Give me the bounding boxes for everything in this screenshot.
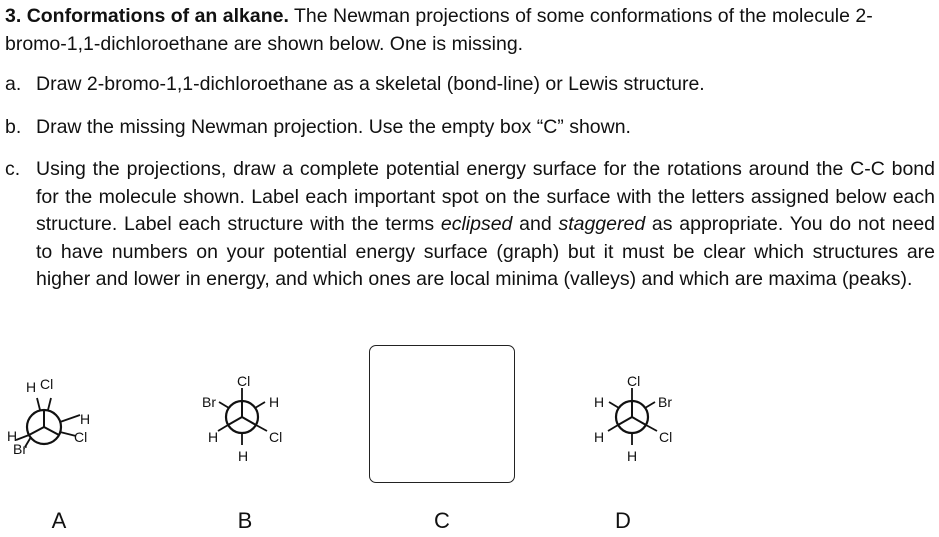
part-c-text-3: as appropriate. You do not need to have numbers on your potential energy surface (graph) but it must be clear which structures are higher and lower in energy, and which ones are local minima (valleys) and which are maxima (peaks). <box>36 213 936 290</box>
back-bond <box>255 402 265 408</box>
back-bond <box>219 402 229 408</box>
front-bond <box>618 417 632 425</box>
part-b <box>5 114 935 142</box>
structure-label-a: A <box>51 508 67 533</box>
part-c-text-1: Using the projections, draw a complete potential energy surface for the rotations around the C-C bond for the molecule shown. Label each important spot on the surface with the letters assigned below each structure. Label each structure with the terms <box>36 158 935 235</box>
atom-label: H <box>594 394 605 410</box>
front-bond <box>242 417 256 425</box>
back-bond <box>48 398 51 410</box>
atom-label: Cl <box>659 429 673 445</box>
question-text: The Newman projections of some conformations of the molecule 2-bromo-1,1-dichloroethane are shown below. One is missing. <box>5 5 873 55</box>
newman-projection-b <box>190 370 310 470</box>
back-bond <box>645 402 655 408</box>
front-bond <box>218 425 228 431</box>
atom-label: Br <box>202 394 216 410</box>
term-eclipsed: eclipsed <box>440 213 513 235</box>
atom-label: Cl <box>627 373 641 389</box>
part-b-text: Draw the missing Newman projection. Use the empty box “C” shown. <box>36 116 631 138</box>
atom-label: Cl <box>269 429 283 445</box>
part-a-letter: a. <box>5 73 22 95</box>
front-bond <box>228 417 242 425</box>
front-bond <box>256 425 267 431</box>
front-bond <box>646 425 657 431</box>
structure-label-d: D <box>615 508 631 533</box>
structure-label-c: C <box>434 508 450 533</box>
question-intro <box>5 2 933 58</box>
part-c-letter: c. <box>5 158 21 180</box>
newman-projection-a <box>0 370 120 470</box>
atom-label: H <box>208 429 219 445</box>
atom-label: H <box>594 429 605 445</box>
front-bond <box>29 427 44 435</box>
atom-label: H <box>26 379 37 395</box>
atom-label: H <box>80 411 91 427</box>
part-b-letter: b. <box>5 116 22 138</box>
atom-label: Br <box>658 394 672 410</box>
part-c <box>5 156 935 294</box>
part-a <box>5 71 935 99</box>
question-number: 3. <box>5 5 22 27</box>
part-c-text-2: and <box>512 213 559 235</box>
question-title: Conformations of an alkane. <box>26 5 289 27</box>
back-bond <box>609 402 619 408</box>
part-a-text: Draw 2-bromo-1,1-dichloroethane as a skeletal (bond-line) or Lewis structure. <box>36 73 705 95</box>
part-c-text <box>36 156 935 294</box>
structure-label-b: B <box>237 508 253 533</box>
newman-projection-d <box>580 370 700 470</box>
atom-label: Cl <box>74 429 88 445</box>
atom-label: H <box>269 394 280 410</box>
term-staggered: staggered <box>558 213 646 235</box>
atom-label: H <box>627 448 638 464</box>
missing-projection-box[interactable] <box>369 345 515 483</box>
atom-label: Br <box>13 441 27 457</box>
atom-label: H <box>7 428 18 444</box>
atom-label: H <box>238 448 249 464</box>
atom-label: Cl <box>237 373 251 389</box>
atom-label: Cl <box>40 376 54 392</box>
front-bond <box>44 427 59 435</box>
back-bond <box>37 398 40 410</box>
front-bond <box>608 425 618 431</box>
back-bond <box>16 435 29 440</box>
back-bond <box>60 415 80 422</box>
front-bond <box>632 417 646 425</box>
